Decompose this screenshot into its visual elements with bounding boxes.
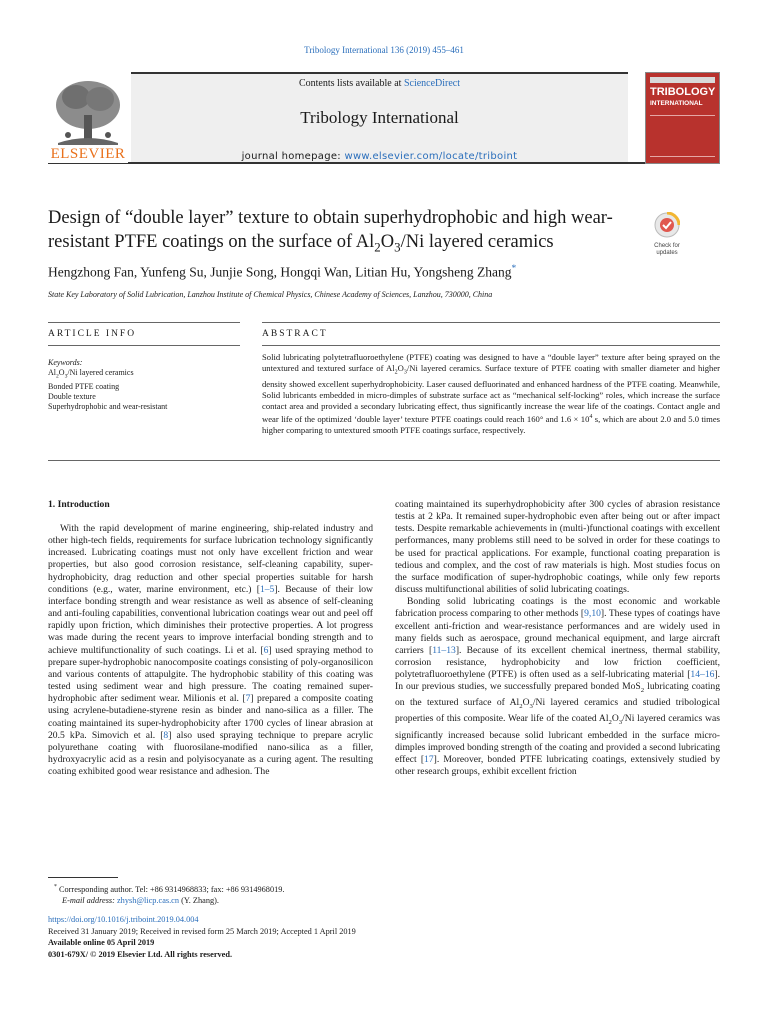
- keywords-list: [48, 368, 167, 412]
- publisher-wordmark: ELSEVIER: [50, 146, 126, 162]
- abstract-body: Solid lubricating polytetrafluoroethylene (PTFE) coating was designed to have a “double layer” texture after being sprayed on the untextured and textured surface of $Al_2O_3/Ni$ layered ceramics. Surface texture of PTFE coating with smaller diameter and higher density showed excellent superhydrophobicity. Laser caused defluorinated and enhanced hardness of the PTFE coating. Meanwhile, Solid lubricants embedded in micro-dimples of substrate surface act as “mechanical self-locking” roles, which increase the surface contact area and provided a secondary lubricating effect, thus significantly increase the wear life of the coatings. Contact angle and wear life of the optimized ‘double layer’ texture PTFE coatings could reach 160° and $1.6 \times 10^4$ s, which are about 2.0 and 5.0 times higher comparing to untextured smooth PTFE coatings surface, respectively.: [262, 352, 721, 435]
- article-info-rule: [48, 345, 240, 346]
- copyright: 0301-679X/ © 2019 Elsevier Ltd. All rights reserved.: [48, 949, 233, 959]
- citation-link[interactable]: 14–16: [690, 669, 715, 681]
- keyword-item: Bonded PTFE coating: [48, 381, 120, 391]
- citation-link[interactable]: 6: [263, 644, 269, 656]
- citation-link[interactable]: 7: [245, 693, 251, 705]
- title-text-end: /Ni layered ceramics: [400, 232, 554, 252]
- doi-link[interactable]: https://doi.org/10.1016/j.triboint.2019.04.004: [48, 915, 199, 924]
- crossmark-line1: Check for: [654, 243, 680, 249]
- citation-link[interactable]: 17: [424, 753, 434, 765]
- header-divider: [48, 162, 720, 164]
- abstract-heading: ABSTRACT: [262, 329, 328, 339]
- paragraph: Bonding solid lubricating coatings is the most economic and workable fabrication process comparing to other methods [9,10]. These types of coatings have excellent anti-friction and wear-resistance performances and are widely used in many fields such as aerospace, ground mechanical equipment, and large aircraft carriers [11–13]. Because of its excellent chemical inertness, thermal stability, corrosion resistance, hydrophobicity and low friction coefficient, polytetrafluoroethylene (PTFE) is often used as a self-lubricating material [14–16]. In our previous studies, we successfully prepared bonded MoS$_2$ lubricating coating on the textured surface of $Al_2O_3/Ni$ layered ceramics and studied tribological properties of this composite. Wear life of the coated $Al_2O_3/Ni$ layered ceramics was significantly increased because solid lubricant embedded in the surface micro-dimples improved bonding strength of the coating and provided a second lubricating effect [17]. Moreover, bonded PTFE lubricating coatings, extensively studied by other research groups, exhibit excellent friction: [395, 596, 721, 777]
- footnote-email: E-mail address: zhysh@licp.cas.cn (Y. Zhang).: [62, 895, 219, 905]
- journal-reference-link[interactable]: Tribology International 136 (2019) 455–461: [304, 45, 464, 55]
- title-text-mid: O: [380, 232, 395, 252]
- citation-link[interactable]: 11–13: [432, 644, 456, 656]
- paragraph: With the rapid development of marine engineering, ship-related industry and other high-tech fields, requirements for surface lubrication technology significantly increased. Lubricating coatings must not only have excellent friction and wear properties, but also good corrosion resistance, self-cleaning capability, super-hydrophobicity, drag reduction and other special properties suitable for harsh conditions (e.g., water, marine environment, etc.) [1–5]. Because of their low interface bonding strength and wear resistance as well as absence of self-cleaning and anti-fouling capabilities, conventional lubrication coatings wear out and peel off rapidly upon friction, which diminishes their protective properties. A lot progress was made during the recent years to improve interfacial bonding strength and to achieve multifunctionality of such coatings. Li et al. [6] used spraying method to prepare super-hydrophobic nanocomposite coatings consisting of poly-organosilicon and various contents of attapulgite. The hydrophobic stability of this coating was tested using sediment wear and high pressure. The coating remained super-hydrophobic after sediment wear. Milionis et al. [7] prepared a composite coating using acrylene-butadiene-styrene resin as binder and nano-silica as a filler. The coating maintained its super-hydrophobicity after 1700 cycles of linear abrasion at 20.5 kPa. Simovich et al. [8] also used spraying technique to prepare acrylic polyurethane coating with fluorosilane-modified nano-silica as a filler, hydroxyacrylic acid as a resin and polyisocyanate as a curing agent. The resulting coating exhibited good wear resistance and adhesion. The: [48, 523, 374, 778]
- available-online: Available online 05 April 2019: [48, 938, 155, 947]
- footnote-rule: [48, 877, 118, 878]
- abstract-rule: [262, 345, 720, 346]
- citation-link[interactable]: 8: [163, 729, 169, 741]
- abstract-bottom-rule: [48, 460, 720, 461]
- contents-prefix: Contents lists available at: [298, 78, 404, 89]
- corresponding-author-mark[interactable]: *: [511, 264, 517, 274]
- received-dates: Received 31 January 2019; Received in revised form 25 March 2019; Accepted 1 April 2019: [48, 926, 356, 936]
- article-info-heading: ARTICLE INFO: [48, 329, 137, 339]
- homepage-link[interactable]: www.elsevier.com/locate/triboint: [344, 151, 518, 162]
- section-heading-introduction: 1. Introduction: [48, 499, 110, 510]
- cover-band: [650, 77, 715, 83]
- title-subscript: 2: [374, 239, 381, 255]
- contents-availability: [131, 78, 628, 89]
- body-left-column: [48, 523, 373, 778]
- citation-link[interactable]: 9,10: [584, 608, 601, 620]
- journal-homepage: [131, 151, 628, 162]
- keyword-item: Double texture: [48, 391, 96, 401]
- crossmark-line2: updates: [656, 250, 678, 256]
- title-text: Design of “double layer” texture to obtain superhydrophobic and high wear-resistant PTFE coatings on the surface of Al: [48, 208, 613, 252]
- journal-cover-thumbnail[interactable]: [645, 72, 720, 164]
- author-list: [48, 264, 648, 281]
- keywords-label: Keywords:: [48, 358, 83, 367]
- email-link[interactable]: zhysh@licp.cas.cn: [117, 895, 180, 905]
- cover-decoration: [650, 115, 715, 157]
- check-for-updates-badge[interactable]: [648, 212, 686, 262]
- journal-title: Tribology International: [300, 108, 459, 127]
- citation-link[interactable]: 1–5: [259, 583, 275, 595]
- cover-title: TRIBOLOGY: [650, 86, 716, 98]
- homepage-label: journal homepage:: [241, 151, 345, 162]
- keyword-item: Superhydrophobic and wear-resistant: [48, 401, 168, 411]
- corresponding-author-footnote: [48, 882, 448, 906]
- article-title: [48, 206, 638, 260]
- body-right-column: [395, 499, 720, 778]
- sciencedirect-link[interactable]: ScienceDirect: [403, 78, 461, 89]
- paragraph: coating maintained its superhydrophobicity after 300 cycles of abrasion resistance testis at 2 kPa. It remained super-hydrophobic even after being out or after impact tests. Despite remarkable achievements in (multi-)functional coatings with excellent performances, many problems still need to be solved in order for these coatings to be used for practical applications. For example, functional coating preparation is tedious and complex, and the cost of raw materials is high. Most studies focus on the surface modification of super-hydrophobic coatings, while only few reports discuss multifunctional abilities of solid lubricating coatings.: [395, 499, 720, 596]
- publication-info: [48, 914, 548, 960]
- crossmark-icon: [654, 212, 680, 238]
- abstract-rule-top: [262, 322, 720, 323]
- authors-text: Hengzhong Fan, Yunfeng Su, Junjie Song, Hongqi Wan, Litian Hu, Yongsheng Zhang: [48, 264, 512, 280]
- cover-subtitle: INTERNATIONAL: [650, 100, 703, 107]
- title-subscript: 3: [394, 239, 401, 255]
- article-info-rule-top: [48, 322, 240, 323]
- affiliation: State Key Laboratory of Solid Lubrication, Lanzhou Institute of Chemical Physics, Chinese Academy of Sciences, Lanzhou, 730000, China: [48, 290, 493, 299]
- footnote-line: * Corresponding author. Tel: +86 9314968833; fax: +86 9314968019.: [54, 884, 285, 894]
- keyword-item: $Al_2O_3/Ni$ layered ceramics: [48, 368, 134, 380]
